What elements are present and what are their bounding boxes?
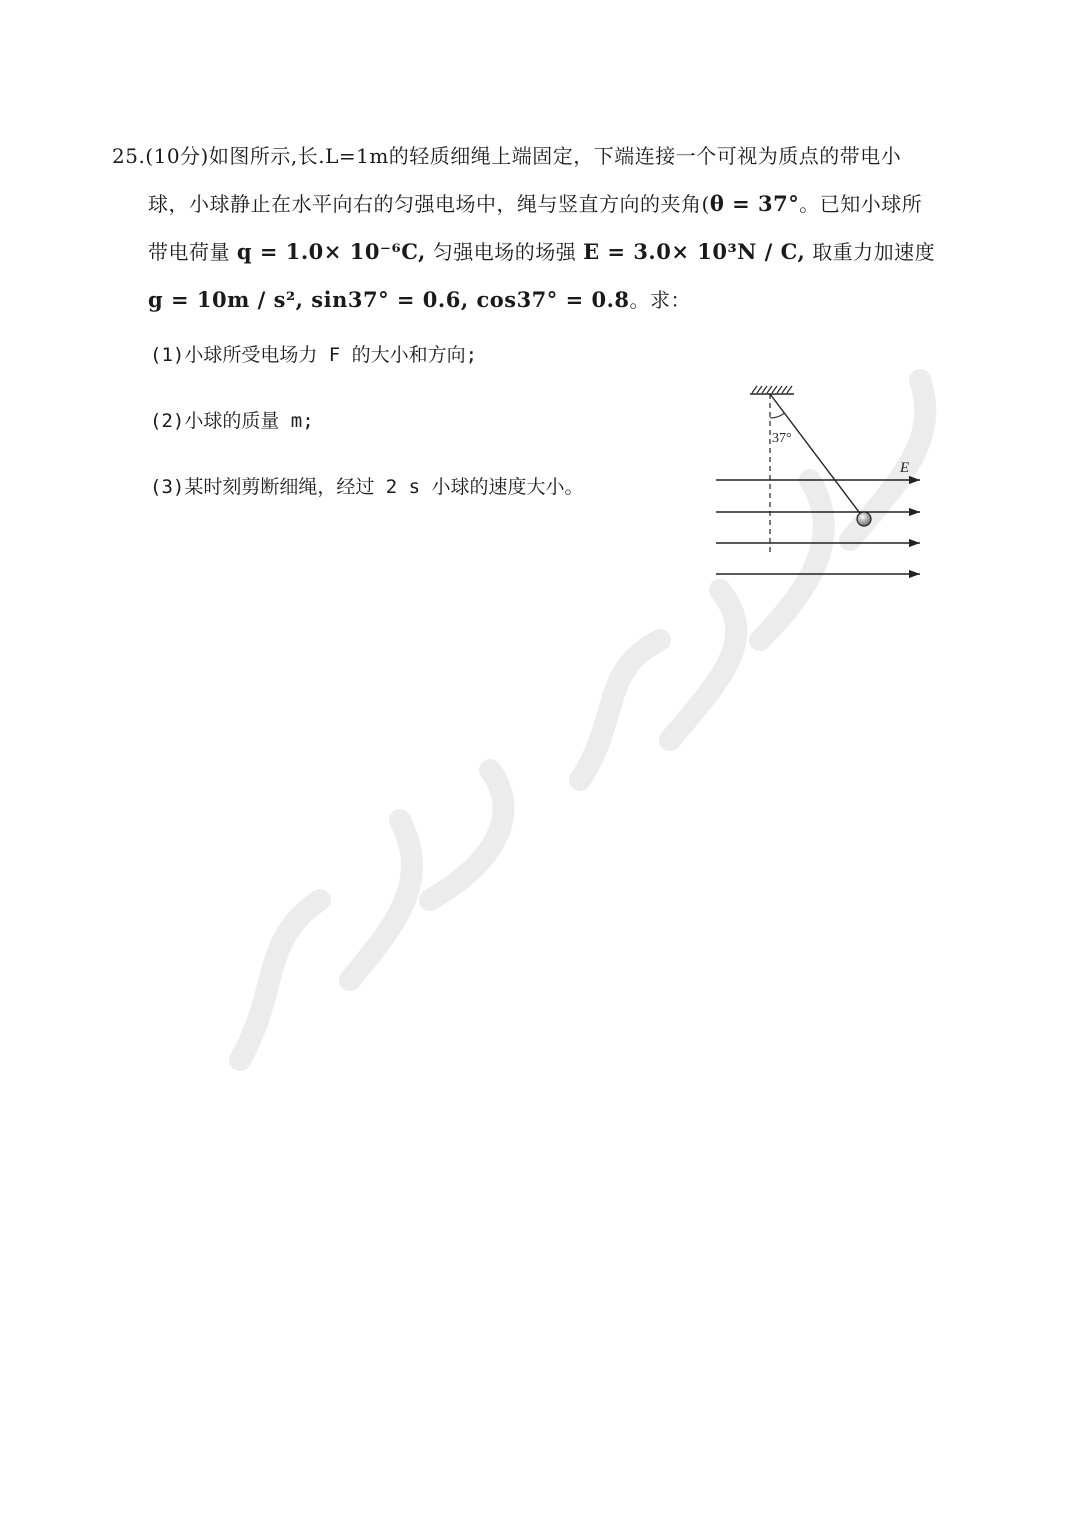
- field-lines: [716, 480, 920, 574]
- line3-c: 取重力加速度: [812, 240, 936, 264]
- constants-formula: g = 10m / s², sin37° = 0.6, cos37° = 0.8: [148, 287, 630, 312]
- ceiling-support: [750, 386, 794, 394]
- pendulum-diagram: [710, 380, 930, 590]
- line4-end: 。求：: [629, 288, 692, 312]
- charge-formula: q = 1.0× 10⁻⁶C,: [236, 239, 426, 264]
- problem-line-3: [148, 236, 935, 265]
- line2-end: 。已知小球所: [799, 192, 923, 216]
- problem-line-4: [148, 284, 691, 313]
- problem-line-1: 25.(10分)如图所示,长.L=1m的轻质细绳上端固定，下端连接一个可视为质点的带电小: [112, 144, 902, 168]
- question-2: (2)小球的质量 m;: [150, 410, 314, 432]
- question-1: (1)小球所受电场力 F 的大小和方向;: [150, 344, 478, 366]
- charged-ball: [857, 512, 871, 526]
- field-label: E: [900, 460, 910, 476]
- question-3: (3)某时刻剪断细绳，经过 2 s 小球的速度大小。: [150, 476, 584, 498]
- angle-arc: [770, 413, 784, 418]
- problem-line-2: [148, 188, 922, 217]
- string: [770, 394, 862, 516]
- line3-b: 匀强电场的场强: [432, 240, 577, 264]
- theta-formula: θ = 37°: [709, 191, 800, 216]
- angle-label: 37°: [772, 431, 792, 446]
- line3-a: 带电荷量: [148, 240, 230, 264]
- line2-text: 球，小球静止在水平向右的匀强电场中，绳与竖直方向的夹角(: [148, 192, 710, 216]
- field-formula: E = 3.0× 10³N / C,: [583, 239, 806, 264]
